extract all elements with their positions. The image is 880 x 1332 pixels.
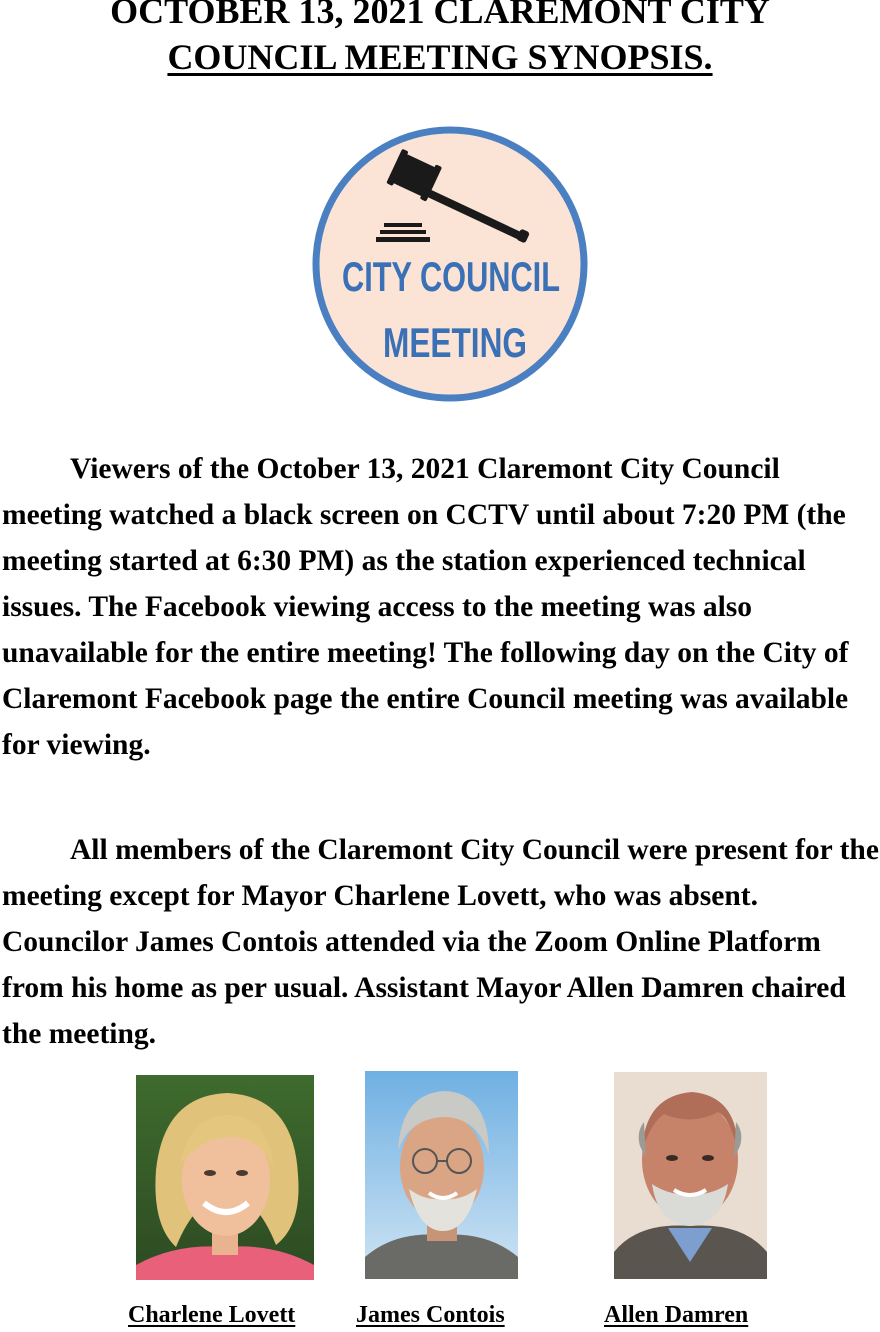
photo-james-contois xyxy=(365,1071,518,1279)
paragraph-2-text: All members of the Claremont City Council were present for the meeting except for Mayor Charlene Lovett, who was absent. Councilor James Contois attended via the Zoom Online Platform from his home as per usual. Assistant Mayor Allen Damren chaired the meeting. xyxy=(2,834,879,1050)
title-line-2: COUNCIL MEETING SYNOPSIS. xyxy=(167,37,713,77)
city-council-meeting-logo xyxy=(310,124,590,404)
photo-allen-damren xyxy=(614,1072,767,1279)
caption-allen-damren: Allen Damren xyxy=(604,1302,749,1328)
title-line-1: OCTOBER 13, 2021 CLAREMONT CITY xyxy=(110,0,770,31)
page-title xyxy=(0,0,880,80)
photo-charlene-lovett xyxy=(136,1075,314,1280)
logo-graphic xyxy=(310,124,590,404)
paragraph-attendance xyxy=(2,827,880,1057)
logo-text-line-1: CITY COUNCIL xyxy=(342,253,560,300)
caption-charlene-lovett: Charlene Lovett xyxy=(128,1302,296,1328)
logo-text-line-2: MEETING xyxy=(383,319,527,366)
paragraph-1-text: Viewers of the October 13, 2021 Claremont City Council meeting watched a black screen on CCTV until about 7:20 PM (the meeting started at 6:30 PM) as the station experienced technical issues. The Facebook viewing access to the meeting was also unavailable for the entire meeting! The following day on the City of Claremont Facebook page the entire Council meeting was available for viewing. xyxy=(2,453,849,761)
paragraph-viewing-issues xyxy=(2,446,880,768)
caption-james-contois: James Contois xyxy=(356,1302,505,1328)
